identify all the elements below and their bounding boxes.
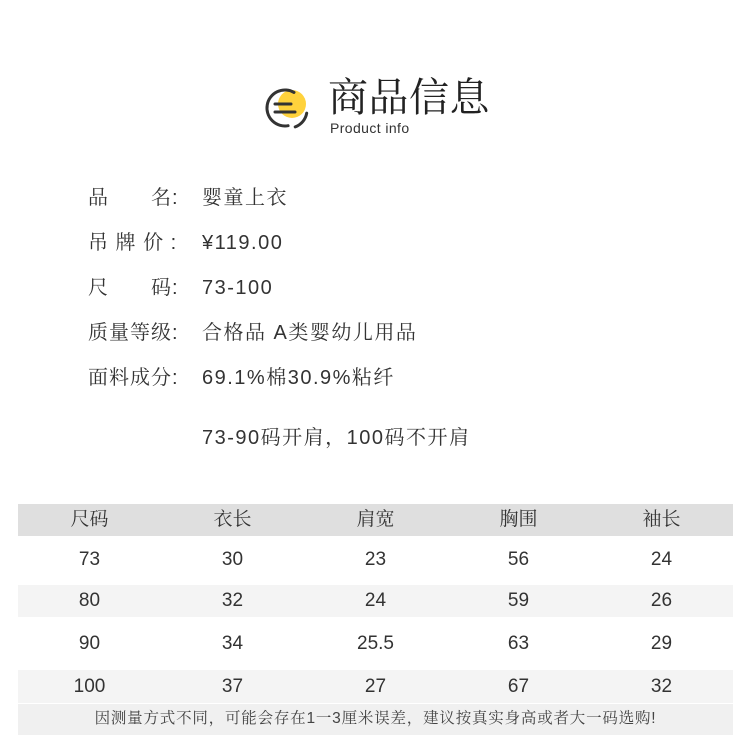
table-cell: 27 — [364, 676, 387, 697]
shoulder-opening-note: 73-90码开肩，100码不开肩 — [202, 427, 471, 449]
info-row-quality-grade — [88, 311, 708, 356]
table-cell: 32 — [650, 676, 673, 697]
info-value: 73-100 — [202, 277, 274, 299]
table-cell: 90 — [78, 633, 101, 654]
table-cell: 23 — [364, 549, 387, 570]
info-value: 合格品 A类婴幼儿用品 — [202, 322, 418, 344]
table-cell: 56 — [507, 549, 530, 570]
column-header: 尺码 — [70, 509, 109, 530]
table-cell: 25.5 — [357, 633, 394, 654]
product-info-list — [88, 176, 708, 401]
table-cell: 100 — [73, 676, 106, 697]
table-row — [18, 585, 733, 617]
info-label: 吊 牌 价 : — [88, 232, 178, 254]
info-value: 婴童上衣 — [202, 187, 288, 209]
table-cell: 24 — [650, 549, 673, 570]
table-header-row — [18, 504, 733, 536]
section-title: 商品信息 — [328, 76, 490, 120]
info-stack-icon — [263, 83, 313, 133]
column-header: 衣长 — [213, 509, 252, 530]
table-row — [18, 617, 733, 670]
table-cell: 24 — [364, 590, 387, 611]
table-cell: 37 — [221, 676, 244, 697]
section-subtitle: Product info — [330, 120, 410, 136]
column-header: 胸围 — [499, 509, 538, 530]
info-label: 尺 码: — [88, 277, 179, 299]
info-row-tag-price — [88, 221, 708, 266]
table-cell: 63 — [507, 633, 530, 654]
table-cell: 32 — [221, 590, 244, 611]
info-row-fabric — [88, 356, 708, 401]
table-cell: 67 — [507, 676, 530, 697]
table-cell: 59 — [507, 590, 530, 611]
info-label: 品 名: — [88, 187, 179, 209]
info-row-size — [88, 266, 708, 311]
table-cell: 73 — [78, 549, 101, 570]
table-cell: 34 — [221, 633, 244, 654]
table-cell: 80 — [78, 590, 101, 611]
info-label: 质量等级: — [88, 322, 179, 344]
info-row-product-name — [88, 176, 708, 221]
table-row — [18, 536, 733, 584]
info-value: ¥119.00 — [202, 232, 284, 254]
column-header: 袖长 — [642, 509, 681, 530]
table-cell: 30 — [221, 549, 244, 570]
info-value: 69.1%棉30.9%粘纤 — [202, 367, 395, 389]
table-cell: 26 — [650, 590, 673, 611]
table-row — [18, 670, 733, 703]
info-label: 面料成分: — [88, 367, 179, 389]
info-stack-icon-graphic — [263, 83, 313, 133]
column-header: 肩宽 — [356, 509, 395, 530]
size-table — [18, 504, 733, 735]
measurement-footnote: 因测量方式不同，可能会存在1一3厘米误差，建议按真实身高或者大一码选购! — [18, 704, 733, 735]
table-cell: 29 — [650, 633, 673, 654]
